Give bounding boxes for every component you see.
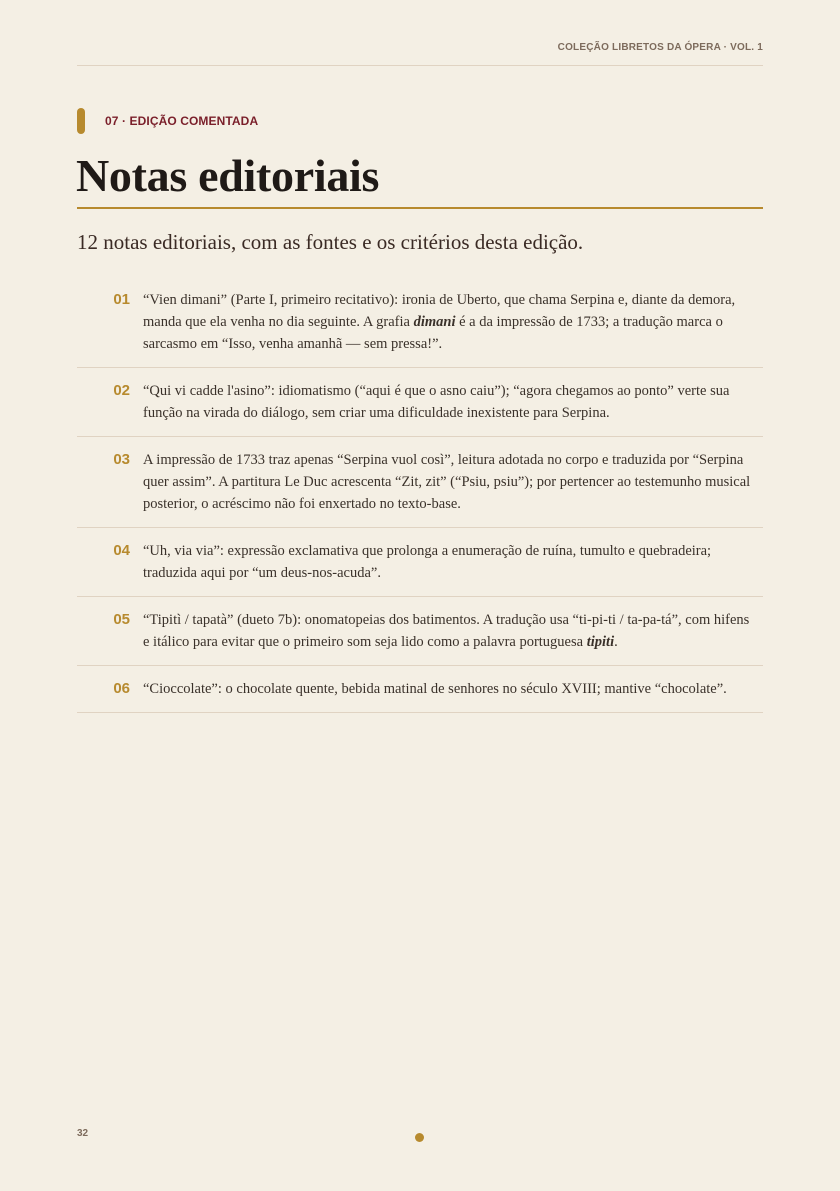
note-item: [77, 536, 763, 597]
note-number: 04: [113, 542, 130, 559]
notes-list: [77, 285, 763, 721]
note-text: “Vien dimani” (Parte I, primeiro recitativo): ironia de Uberto, que chama Serpina e, diante da demora, manda que ela venha no dia seguinte. A grafia dimani é a da impressão de 1733; a tradução marca o sarcasmo em “Isso, venha amanhã — sem pressa!”.: [143, 292, 736, 352]
note-text: “Tipitì / tapatà” (dueto 7b): onomatopeias dos batimentos. A tradução usa “ti-pi-ti / ta-pa-tá”, com hifens e itálico para evitar que o primeiro som seja lido como a palavra portuguesa tipiti.: [143, 612, 750, 650]
note-item: [77, 445, 763, 528]
header-divider: [77, 65, 763, 66]
page-subtitle: 12 notas editoriais, com as fontes e os critérios desta edição.: [77, 230, 584, 254]
note-number: 02: [113, 382, 130, 399]
note-number: 06: [113, 680, 130, 697]
note-text: “Uh, via via”: expressão exclamativa que prolonga a enumeração de ruína, tumulto e quebradeira; traduzida aqui por “um deus-nos-acuda”.: [143, 543, 712, 581]
note-text: “Cioccolate”: o chocolate quente, bebida matinal de senhores no século XVIII; mantive “chocolate”.: [143, 681, 727, 697]
section-label: 07 · EDIÇÃO COMENTADA: [105, 114, 259, 128]
section-tag: [77, 108, 258, 134]
note-item: [77, 674, 763, 713]
title-divider: [77, 207, 763, 209]
note-text: “Qui vi cadde l'asino”: idiomatismo (“aqui é que o asno caiu”); “agora chegamos ao ponto” verte sua função na virada do diálogo, sem criar uma dificuldade inexistente para Serpina.: [143, 383, 730, 421]
note-text: A impressão de 1733 traz apenas “Serpina vuol così”, leitura adotada no corpo e traduzida por “Serpina quer assim”. A partitura Le Duc acrescenta “Zit, zit” (“Psiu, psiu”); por pertencer ao testemunho musical posterior, o acréscimo não foi enxertado no texto-base.: [143, 452, 751, 512]
emphasis-term: dimani: [413, 314, 456, 330]
note-number: 01: [113, 291, 130, 308]
note-item: [77, 605, 763, 666]
page-number: 32: [77, 1128, 89, 1139]
note-item: [77, 285, 763, 368]
running-header: COLEÇÃO LIBRETOS DA ÓPERA · VOL. 1: [557, 42, 763, 53]
note-number: 05: [113, 611, 130, 628]
page-title: Notas editoriais: [76, 150, 380, 201]
footer-ornament-dot: [415, 1133, 424, 1142]
section-accent-bar: [77, 108, 85, 134]
note-number: 03: [113, 451, 130, 468]
note-item: [77, 376, 763, 437]
emphasis-term: tipiti: [586, 634, 615, 650]
